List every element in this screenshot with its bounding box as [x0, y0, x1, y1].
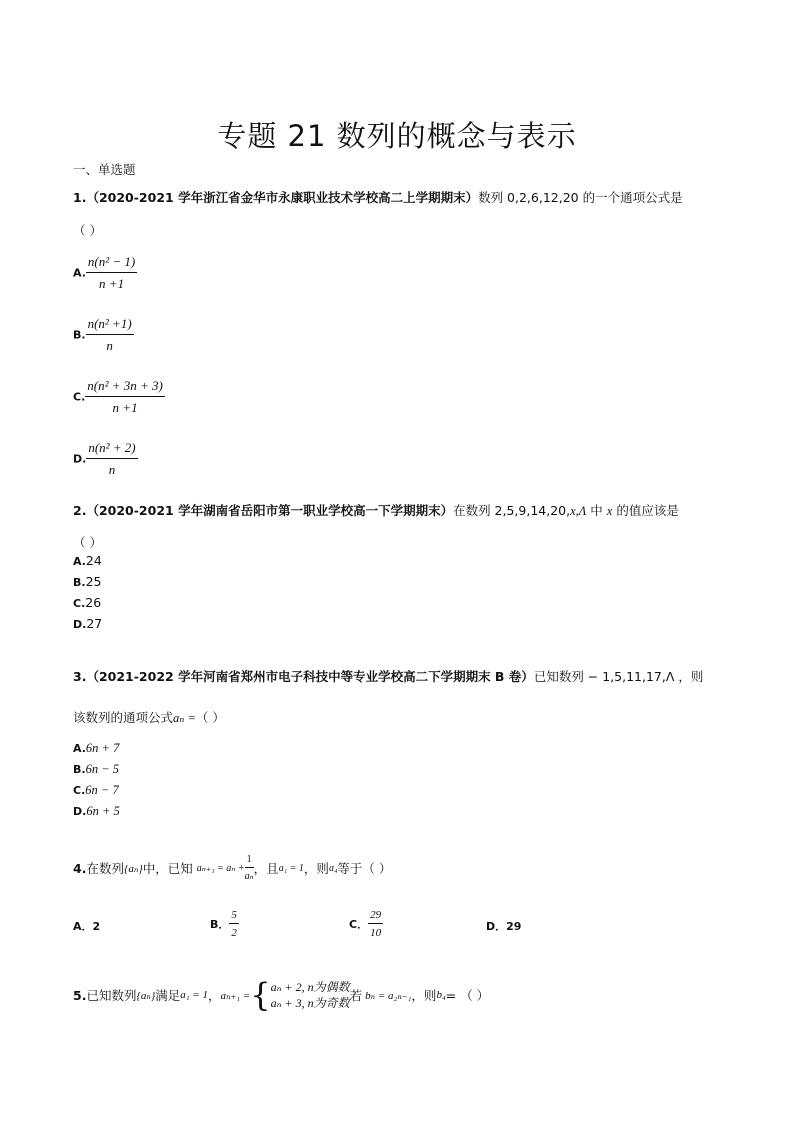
- option-d[interactable]: [73, 616, 102, 631]
- option-label: D.: [73, 805, 87, 818]
- option-value: 2: [92, 920, 101, 933]
- section-heading: 一、单选题: [73, 162, 136, 177]
- case-odd: aₙ + 3, n为奇数: [270, 996, 350, 1010]
- question-text: 已知数列: [86, 988, 137, 1003]
- option-label: B.: [73, 763, 86, 776]
- numerator: n(n² − 1): [86, 254, 137, 273]
- page-title: 专题 21 数列的概念与表示: [217, 119, 577, 153]
- option-value: 6n + 7: [85, 741, 120, 755]
- option-b[interactable]: [73, 316, 134, 354]
- fraction: [85, 378, 165, 416]
- sequence-vars: x,Λ: [570, 504, 587, 518]
- fraction: [86, 440, 137, 478]
- denominator: aₙ: [244, 871, 254, 882]
- numerator: n(n² + 2): [86, 440, 137, 459]
- option-label: D．: [486, 920, 507, 933]
- option-c[interactable]: [349, 909, 383, 939]
- question-text: = （ ）: [445, 988, 490, 1003]
- option-label: C.: [73, 390, 86, 404]
- question-text: 若: [349, 988, 363, 1003]
- question-source: （2020-2021 学年湖南省岳阳市第一职业学校高一下学期期末）: [86, 503, 454, 518]
- question-text: 已知数列 − 1,5,11,17,Λ ，则: [533, 669, 704, 684]
- option-c[interactable]: [73, 782, 119, 798]
- option-label: B.: [73, 328, 86, 342]
- recurrence-fraction: [245, 854, 254, 882]
- question-text: ，: [208, 988, 221, 1003]
- sequence-set: {aₙ}: [123, 862, 143, 875]
- question-1-stem: [73, 188, 683, 206]
- question-source: （2020-2021 学年浙江省金华市永康职业技术学校高二上学期期末）: [86, 190, 479, 205]
- option-value: 24: [85, 553, 102, 568]
- denominator: n +1: [99, 276, 125, 291]
- option-c[interactable]: [73, 378, 165, 416]
- definition-b: bₙ = a₂ₙ₋₁: [365, 989, 412, 1002]
- question-text: ，且: [253, 861, 279, 876]
- option-d[interactable]: [73, 803, 120, 819]
- option-value: 27: [86, 616, 103, 631]
- option-label: C.: [73, 784, 86, 797]
- option-value: 29: [506, 920, 522, 933]
- option-value: 6n + 5: [86, 804, 120, 818]
- option-a[interactable]: [73, 918, 100, 934]
- option-value: 25: [85, 574, 102, 589]
- option-label: D.: [73, 618, 87, 631]
- option-label: A.: [73, 266, 86, 280]
- question-number: 4.: [73, 860, 87, 876]
- question-text: 该数列的通项公式: [73, 710, 174, 725]
- piecewise-definition: [250, 976, 350, 1014]
- option-label: D.: [73, 452, 87, 466]
- numerator: n(n² + 3n + 3): [85, 378, 165, 397]
- question-text-end: 的值应该是: [612, 503, 679, 518]
- fraction: [229, 909, 239, 939]
- option-label: B.: [73, 576, 86, 589]
- question-source: （2021-2022 学年河南省郑州市电子科技中等专业学校高二下学期期末 B 卷）: [86, 669, 534, 684]
- question-number: 5.: [73, 987, 87, 1003]
- recurrence-left: aₙ₊₁ = aₙ +: [196, 862, 245, 874]
- variable-x: x: [606, 504, 613, 518]
- question-4-stem: [73, 854, 391, 882]
- option-c[interactable]: [73, 595, 101, 610]
- target-term: a₄: [328, 862, 338, 874]
- question-text: 数列 0,2,6,12,20 的一个通项公式是: [478, 190, 683, 205]
- question-3-line2: [73, 708, 225, 726]
- option-label: A.: [73, 742, 86, 755]
- fraction: [86, 254, 137, 292]
- answer-blank: （ ）: [73, 223, 102, 238]
- question-5-stem: [73, 976, 490, 1014]
- option-label: C．: [349, 918, 369, 931]
- option-a[interactable]: [73, 553, 102, 568]
- option-a[interactable]: [73, 254, 137, 292]
- numerator: n(n² +1): [86, 316, 134, 335]
- question-text: 中，已知: [142, 861, 193, 876]
- question-number: 3.: [73, 669, 87, 684]
- denominator: 10: [370, 927, 382, 939]
- option-label: A．: [73, 920, 93, 933]
- cases: [271, 979, 350, 1011]
- option-value: 6n − 5: [85, 762, 120, 776]
- option-b[interactable]: [73, 574, 101, 589]
- option-value: 26: [85, 595, 102, 610]
- answer-blank: （ ）: [195, 710, 225, 725]
- numerator: 29: [368, 909, 383, 924]
- question-text: 在数列 2,5,9,14,20,: [453, 503, 571, 518]
- question-3-stem: [73, 667, 703, 685]
- option-b[interactable]: [73, 761, 119, 777]
- question-text: 在数列: [86, 861, 124, 876]
- question-number: 2.: [73, 503, 87, 518]
- recurrence-left: aₙ₊₁ =: [220, 989, 251, 1002]
- target-term: b₄: [436, 989, 446, 1001]
- question-text: ，则: [411, 988, 437, 1003]
- option-label: B．: [210, 918, 230, 931]
- question-text: 等于（ ）: [337, 861, 392, 876]
- sequence-set: {aₙ}: [136, 989, 156, 1002]
- question-text: ，则: [303, 861, 329, 876]
- fraction: [86, 316, 134, 354]
- case-even: aₙ + 2, n为偶数: [270, 980, 350, 994]
- option-label: A.: [73, 555, 86, 568]
- denominator: n +1: [112, 400, 138, 415]
- denominator: 2: [231, 927, 237, 939]
- question-2-stem: [73, 501, 679, 519]
- option-d[interactable]: [73, 440, 138, 478]
- option-label: C.: [73, 597, 86, 610]
- fraction: [368, 909, 383, 939]
- initial-condition: a₁ = 1: [278, 862, 304, 874]
- option-a[interactable]: [73, 740, 119, 756]
- denominator: n: [106, 338, 113, 353]
- option-value: 6n − 7: [85, 783, 119, 797]
- numerator: 1: [245, 854, 254, 868]
- option-d[interactable]: [486, 918, 521, 934]
- denominator: n: [108, 462, 116, 477]
- question-text: 满足: [155, 988, 181, 1003]
- option-b[interactable]: [210, 909, 239, 939]
- question-text-mid: 中: [586, 503, 607, 518]
- answer-blank: （ ）: [73, 535, 102, 550]
- formula: aₙ =: [173, 711, 196, 725]
- initial-condition: a₁ = 1: [180, 989, 208, 1001]
- question-number: 1.: [73, 190, 87, 205]
- numerator: 5: [229, 909, 239, 924]
- left-brace: {: [250, 976, 271, 1014]
